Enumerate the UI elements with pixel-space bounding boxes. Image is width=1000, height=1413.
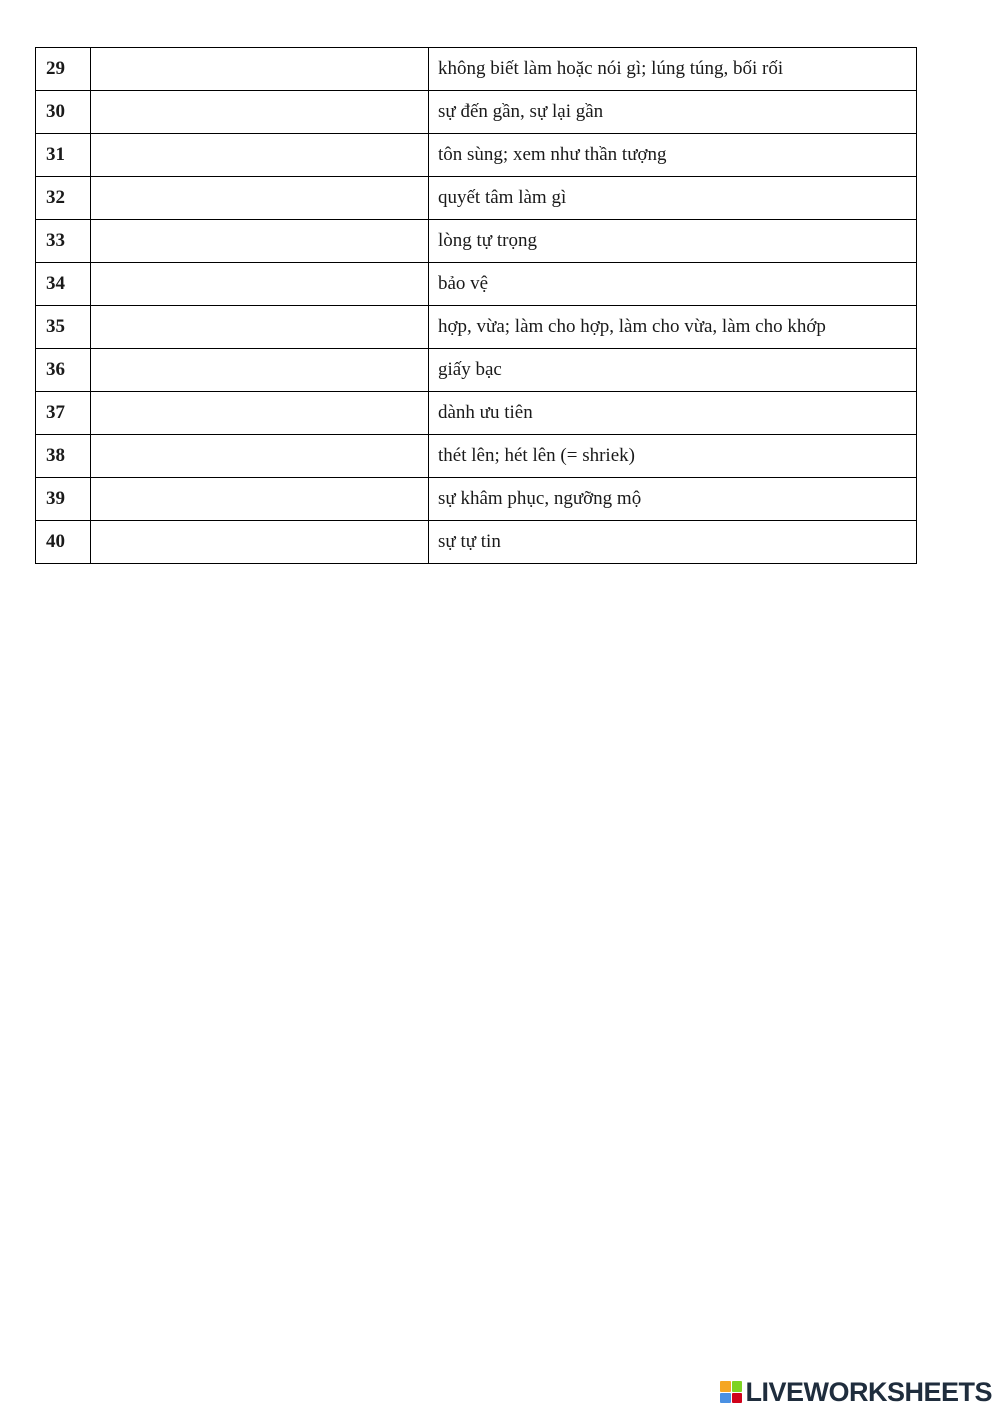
definition-cell: lòng tự trọng xyxy=(429,220,917,263)
row-number: 31 xyxy=(36,134,91,177)
definition-cell: sự tự tin xyxy=(429,521,917,564)
liveworksheets-logo xyxy=(720,1377,992,1407)
definition-cell: không biết làm hoặc nói gì; lúng túng, bối rối xyxy=(429,48,917,91)
table-row xyxy=(36,48,917,91)
table-row xyxy=(36,435,917,478)
table-row xyxy=(36,263,917,306)
table-row xyxy=(36,306,917,349)
row-number: 30 xyxy=(36,91,91,134)
answer-field[interactable] xyxy=(91,392,429,435)
table-row xyxy=(36,177,917,220)
table-row xyxy=(36,521,917,564)
liveworksheets-logo-icon xyxy=(720,1381,742,1403)
logo-square xyxy=(720,1393,731,1404)
answer-field[interactable] xyxy=(91,521,429,564)
logo-square xyxy=(720,1381,731,1392)
table-row xyxy=(36,91,917,134)
vocabulary-table xyxy=(35,47,917,564)
definition-cell: sự khâm phục, ngưỡng mộ xyxy=(429,478,917,521)
answer-field[interactable] xyxy=(91,177,429,220)
row-number: 35 xyxy=(36,306,91,349)
table-row xyxy=(36,392,917,435)
table-row xyxy=(36,478,917,521)
logo-square xyxy=(732,1393,743,1404)
vocabulary-table-body xyxy=(36,48,917,564)
definition-cell: dành ưu tiên xyxy=(429,392,917,435)
definition-cell: giấy bạc xyxy=(429,349,917,392)
answer-field[interactable] xyxy=(91,306,429,349)
row-number: 38 xyxy=(36,435,91,478)
table-row xyxy=(36,134,917,177)
definition-cell: sự đến gần, sự lại gần xyxy=(429,91,917,134)
answer-field[interactable] xyxy=(91,478,429,521)
logo-square xyxy=(732,1381,743,1392)
table-row xyxy=(36,220,917,263)
answer-field[interactable] xyxy=(91,134,429,177)
answer-field[interactable] xyxy=(91,349,429,392)
answer-field[interactable] xyxy=(91,91,429,134)
definition-cell: quyết tâm làm gì xyxy=(429,177,917,220)
answer-field[interactable] xyxy=(91,220,429,263)
definition-cell: bảo vệ xyxy=(429,263,917,306)
row-number: 34 xyxy=(36,263,91,306)
row-number: 33 xyxy=(36,220,91,263)
row-number: 32 xyxy=(36,177,91,220)
definition-cell: hợp, vừa; làm cho hợp, làm cho vừa, làm cho khớp xyxy=(429,306,917,349)
answer-field[interactable] xyxy=(91,263,429,306)
row-number: 40 xyxy=(36,521,91,564)
definition-cell: tôn sùng; xem như thần tượng xyxy=(429,134,917,177)
answer-field[interactable] xyxy=(91,48,429,91)
table-row xyxy=(36,349,917,392)
liveworksheets-logo-text: LIVEWORKSHEETS xyxy=(745,1376,992,1407)
answer-field[interactable] xyxy=(91,435,429,478)
row-number: 36 xyxy=(36,349,91,392)
row-number: 39 xyxy=(36,478,91,521)
definition-cell: thét lên; hét lên (= shriek) xyxy=(429,435,917,478)
row-number: 29 xyxy=(36,48,91,91)
row-number: 37 xyxy=(36,392,91,435)
